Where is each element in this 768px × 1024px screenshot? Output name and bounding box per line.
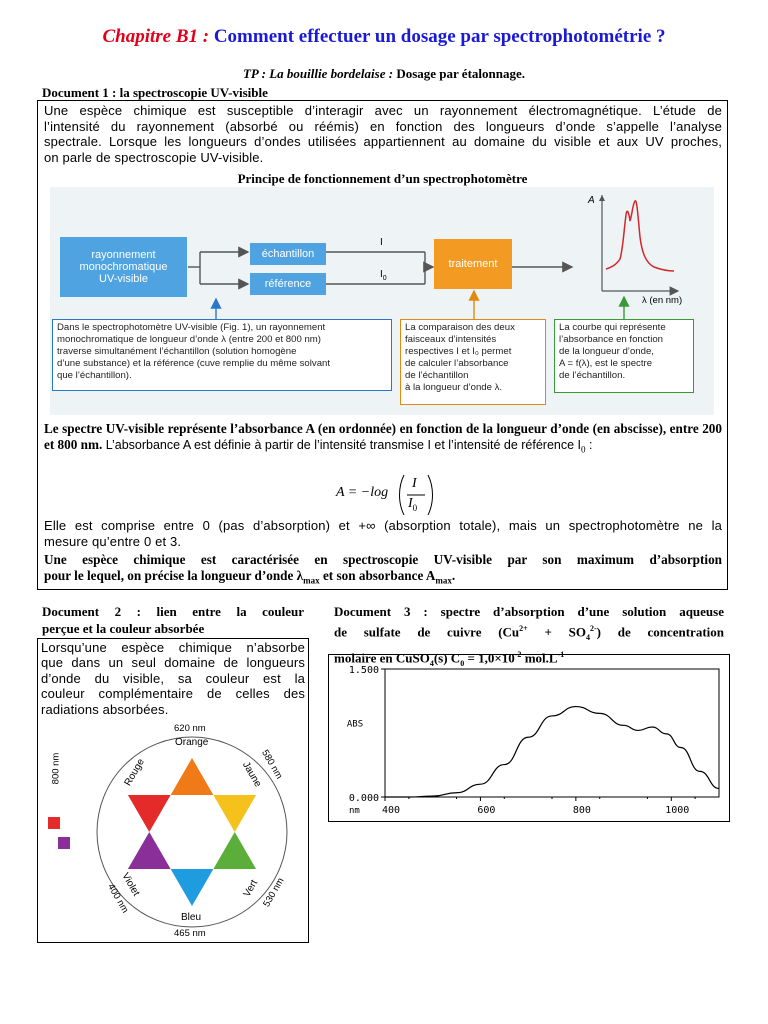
triangle-orange [171,758,214,795]
doc3-part: ) de concentration [596,624,724,640]
doc1-box [37,100,728,590]
chapter-label: Chapitre B1 : [102,26,210,47]
chapter-question: Comment effectuer un dosage par spectrophotométrie ? [213,26,666,47]
label-vert: Vert [241,878,261,899]
caption-spectrum [554,319,694,393]
label-bleu: Bleu [181,912,202,923]
caption-line: l’absorbance en fonction [559,334,664,345]
lambda-symbol: λ [296,568,304,583]
doc1-conclusion [44,552,722,589]
doc2-text [41,640,305,717]
y-axis-label: ABS [346,719,364,730]
doc2-box [37,638,309,943]
doc3-part: + SO [527,624,586,640]
caption-line: de l’échantillon [405,370,469,381]
formula-numerator: I [412,476,417,491]
doc3-box [328,654,730,822]
caption-line: à la longueur d’onde λ. [405,382,503,393]
doc2-heading [42,603,304,637]
x-tick-label: 600 [477,805,496,816]
conclusion-part: et son absorbance A [319,568,436,583]
figure-title: Principe de fonctionnement d’un spectrophotomètre [237,171,528,186]
label-orange: Orange [175,737,209,748]
caption-line: de l’échantillon. [559,370,626,381]
exp-1: -2 [514,649,522,659]
caption-line: Dans le spectrophotomètre UV-visible (Fig. 1), un rayonnement [57,322,326,333]
tp-subtitle [0,66,768,82]
doc2-heading-line: Document 2 : lien entre la couleur [42,604,304,619]
formula-den-main: I [408,496,413,511]
x-axis-label: nm [349,806,360,816]
doc2-heading-line: perçue et la couleur absorbée [42,621,205,636]
range-line: Elle est comprise entre 0 (pas d’absorption) et +∞ (absorption totale), mais un spectrophotomètre ne la [44,518,722,533]
reference-box: référence [250,273,326,295]
so-sub: 4 [585,632,590,642]
caption-line: La comparaison des deux [405,322,515,333]
label-400: 400 nm [105,882,131,915]
triangle-bleu [171,869,214,906]
color-wheel [38,723,308,943]
doc2-line: d’onde du visible, sa couleur est la [41,670,305,686]
doc3-heading-line [334,620,724,646]
caption-line: traverse simultanément l’échantillon (solution homogène [57,346,297,357]
formula-lhs: A = −log [336,485,389,500]
label-I0-sub: 0 [382,275,387,282]
label-I0 [380,269,387,282]
page-title [0,26,768,48]
doc3-heading-line: Document 3 : spectre d’absorption d’une solution aqueuse [334,604,724,619]
spectrum-axis-y: A [588,195,595,206]
caption-line: La courbe qui représente [559,322,666,333]
processing-box: traitement [434,239,512,289]
source-label: monochromatique [79,261,168,273]
source-box [60,237,187,297]
swatch-rouge [48,817,60,829]
absorbance-chart [329,655,729,821]
source-label: UV-visible [99,273,148,285]
doc1-range [44,518,722,549]
definition-bold: Le spectre UV-visible représente l’absorbance A (en ordonnée) en fonction de la longueur d’onde (en abscisse), entre 200 et 800 nm. [44,421,722,452]
doc2-line: que dans un seul domaine de longueurs [41,655,305,671]
caption-comparison [400,319,546,405]
definition-sub: 0 [581,444,586,455]
definition-end: : [585,438,593,452]
y-tick-label: 0.000 [348,793,379,804]
max-sub: max [303,575,320,586]
triangle-rouge [128,795,171,832]
triangle-vert [213,832,256,869]
tp-label: TP : La bouillie bordelaise : [242,66,394,81]
tp-title: Dosage par étalonnage. [396,66,525,81]
so-charge: 2- [589,624,597,633]
swatch-violet [58,837,70,849]
source-label: rayonnement [91,249,156,261]
max-sub: max [435,575,452,586]
sample-box: échantillon [250,243,326,265]
doc2-line: radiations absorbées. [41,701,169,717]
formula-den-sub: 0 [412,502,418,513]
label-530: 530 nm [261,876,287,909]
caption-line: de calculer l’absorbance [405,358,509,369]
label-I: I [380,237,383,248]
doc3-part: (s) C [433,650,461,666]
label-620: 620 nm [174,723,206,734]
intro-line: spectrale. Lorsque les longueurs d’ondes utilisées appartiennent au domaine du visible et aux UV proches, [44,134,722,149]
caption-line: monochromatique de longueur d’onde λ (entre 200 et 800 nm) [57,334,321,345]
label-I0-main: I [380,269,383,280]
x-tick-label: 800 [572,805,591,816]
label-465: 465 nm [174,928,206,939]
conclusion-dot: . [451,568,456,583]
caption-line: A = f(λ), est le spectre [559,358,653,369]
chart-frame [385,669,719,797]
intro-line: l’intensité du rayonnement (absorbé ou réémis) en fonction des longueurs d’onde s’appelle l’analyse [44,118,722,134]
doc1-definition [44,421,722,458]
definition-normal: L’absorbance A est définie à partir de l’intensité transmise I et l’intensité de référence I [102,438,581,452]
cu-charge: 2+ [519,624,528,633]
conclusion-line: Une espèce chimique est caractérisée en spectroscopie UV-visible par son maximum d’absorption [44,552,722,567]
doc2-line: Lorsqu’une espèce chimique n’absorbe [41,640,305,655]
triangle-violet [128,832,171,869]
caption-line: faisceaux d’intensités [405,334,497,345]
caption-line: de la longueur d’onde, [559,346,654,357]
conclusion-line [44,568,722,589]
range-line: mesure qu’entre 0 et 3. [44,533,182,549]
intro-line: Une espèce chimique est susceptible d’interagir avec un rayonnement électromagnétique. L’étude de [44,103,722,118]
label-violet: Violet [119,870,142,899]
cuso-sub: 4 [429,658,434,668]
conclusion-part: pour le lequel, on précise la longueur d’onde [44,568,297,583]
doc3-part: mol.L [521,650,558,666]
label-rouge: Rouge [122,756,147,789]
doc3-part: molaire en CuSO [334,650,430,666]
x-tick-label: 400 [381,805,401,816]
series-line [385,707,719,797]
doc3-part: de sulfate de cuivre (Cu [334,624,520,640]
doc1-intro [44,103,722,165]
spectrophotometer-figure [50,187,714,415]
caption-line: que l’échantillon). [57,370,132,381]
doc3-part: = 1,0×10 [464,650,515,666]
spectrum-axis-x: λ (en nm) [642,295,683,306]
x-tick-label: 1000 [665,805,690,816]
label-800: 800 nm [50,752,62,785]
intro-line: on parle de spectroscopie UV-visible. [44,149,264,165]
caption-line: respectives I et I₀ permet [405,346,512,357]
label-580: 580 nm [259,748,285,781]
y-tick-label: 1.500 [348,665,379,676]
absorbance-formula [336,473,476,517]
formula-denominator [408,496,417,513]
label-jaune: Jaune [240,759,264,790]
caption-principle [52,319,392,391]
caption-line: d’une substance) et la référence (cuve remplie du même solvant [57,358,331,369]
exp-2: -1 [557,649,565,659]
c0-sub: 0 [460,658,465,668]
doc1-heading: Document 1 : la spectroscopie UV-visible [42,85,268,100]
triangle-jaune [213,795,256,832]
doc2-line: couleur complémentaire de celles des [41,686,305,702]
